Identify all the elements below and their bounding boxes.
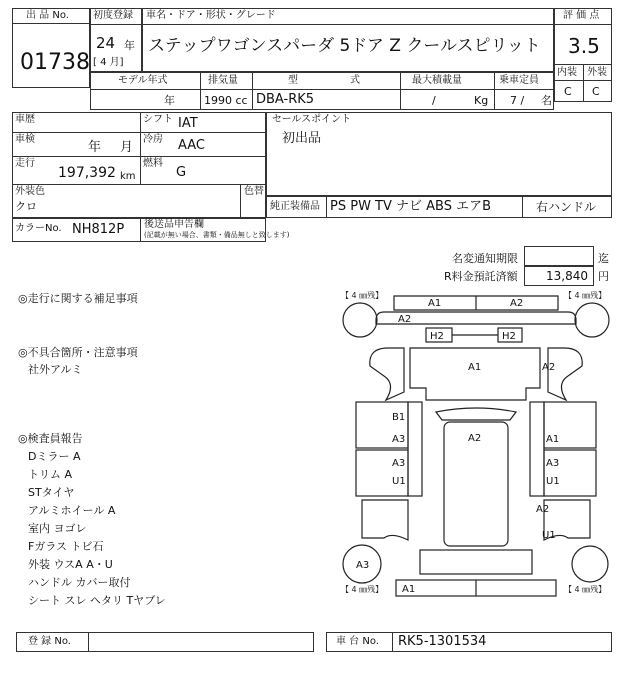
- right-front-fender: [548, 348, 582, 400]
- tire-tag-rear-right: 【 4 ㎜残】: [564, 585, 607, 594]
- model-year-unit: 年: [164, 94, 175, 107]
- max-load-label: 最大積載量: [412, 75, 462, 86]
- interior-grade: C: [564, 85, 572, 98]
- shift-label: シフト: [143, 114, 173, 125]
- mark-right-rear-door-1: A3: [546, 458, 560, 469]
- rule: [252, 72, 253, 110]
- exterior-label: 外装: [587, 67, 607, 78]
- rule: [522, 196, 523, 218]
- chassis-number: RK5-1301534: [398, 634, 487, 649]
- mark-right-rear-door-2: U1: [546, 476, 560, 487]
- repaint-label: 色替: [244, 186, 264, 197]
- sales-point-label: セールスポイント: [272, 114, 352, 125]
- tire-tag-front-left: 【 4 ㎜残】: [341, 291, 384, 300]
- ac-label: 冷房: [143, 134, 163, 145]
- inspector-line: STタイヤ: [28, 486, 75, 499]
- mark-left-front-door-2: A3: [392, 434, 406, 445]
- mark-right-quarter-1: A2: [536, 504, 550, 515]
- inspector-line: 室内 ヨゴレ: [28, 522, 87, 535]
- type-label-left: 型: [288, 75, 298, 86]
- registration-number-label: 登 録 No.: [28, 636, 71, 647]
- model-year-label: モデル年式: [118, 75, 168, 86]
- displacement-label: 排気量: [208, 75, 238, 86]
- mark-hood: A1: [468, 362, 482, 373]
- rule: [88, 632, 89, 652]
- equipment-label: 純正装備品: [270, 201, 320, 212]
- inspector-report-list: [28, 448, 166, 610]
- mark-front-panel: A2: [398, 314, 412, 325]
- inspector-line: Dミラー A: [28, 450, 81, 463]
- rule: [140, 218, 141, 242]
- after-report-note: (記載が無い場合、書類・備品無しと致します): [144, 231, 290, 239]
- wheel-rear-right: [572, 546, 608, 582]
- inspector-line: Fガラス トビ石: [28, 540, 104, 553]
- lot-number-label: 出 品 No.: [26, 10, 69, 21]
- left-rear-door: [356, 450, 408, 496]
- wheel-front-right: [575, 303, 609, 337]
- defects-title: ◎不具合箇所・注意事項: [18, 346, 138, 359]
- capacity-label: 乗車定員: [499, 75, 539, 86]
- mark-front-bumper-left: A1: [428, 298, 442, 309]
- rule: [12, 184, 266, 185]
- name-change-label: 名変通知期限: [452, 252, 518, 265]
- rule: [326, 196, 327, 218]
- inspector-line: 外装 ウスA A・U: [28, 558, 113, 571]
- inspection-month: 月: [120, 140, 134, 155]
- car-damage-diagram: [340, 288, 612, 600]
- inspection-year: 年: [88, 140, 102, 155]
- driving-notes-title: ◎走行に関する補足事項: [18, 292, 138, 305]
- rule: [200, 72, 201, 110]
- mileage-unit: km: [120, 171, 136, 182]
- color-number-label: カラーNo.: [15, 223, 62, 234]
- interior-label: 内装: [557, 67, 577, 78]
- hood: [410, 348, 540, 400]
- mark-headlight-left: H2: [430, 331, 444, 342]
- inspector-line: トリム A: [28, 468, 73, 481]
- displacement-value: 1990 cc: [204, 94, 248, 107]
- tire-tag-rear-left: 【 4 ㎜残】: [341, 585, 384, 594]
- fuel-value: G: [176, 165, 187, 180]
- right-pillar: [530, 402, 544, 496]
- exterior-color-label: 外装色: [15, 186, 45, 197]
- name-change-unit: 迄: [598, 252, 609, 265]
- inspector-line: シート スレ ヘタリ Tヤブレ: [28, 594, 166, 607]
- handle-value: 右ハンドル: [536, 200, 597, 214]
- max-load-value: /: [432, 94, 436, 107]
- rule: [583, 64, 584, 102]
- car-name: ステップワゴンスパーダ 5ドア Z クールスピリット: [148, 36, 541, 56]
- mileage-value: 197,392: [58, 165, 116, 181]
- lot-number: 01738: [20, 50, 90, 75]
- inspector-line: アルミホイール A: [28, 504, 116, 517]
- inspector-report-title: ◎検査員報告: [18, 432, 83, 445]
- type-label-right: 式: [350, 75, 360, 86]
- windshield: [436, 408, 516, 420]
- rear-gate: [420, 550, 532, 574]
- defects-line: 社外アルミ: [28, 363, 83, 376]
- model-code: DBA-RK5: [256, 92, 315, 107]
- mileage-label: 走行: [15, 158, 35, 169]
- color-number-value: NH812P: [72, 222, 125, 237]
- rule: [12, 132, 266, 133]
- car-name-label: 車名・ドア・形状・グレード: [146, 10, 276, 21]
- mark-front-bumper-right: A2: [510, 298, 524, 309]
- max-load-unit: Kg: [474, 94, 489, 107]
- mark-right-quarter-2: U1: [542, 530, 556, 541]
- rule: [554, 80, 612, 81]
- inspector-line: ハンドル カバー取付: [28, 576, 131, 589]
- shift-value: IAT: [178, 116, 198, 131]
- overall-rating: 3.5: [568, 34, 600, 58]
- rating-label: 評 価 点: [563, 10, 600, 21]
- mark-left-rear-wheel: A3: [356, 560, 370, 571]
- left-quarter: [362, 500, 408, 540]
- inspection-label: 車検: [15, 134, 35, 145]
- fuel-label: 燃料: [143, 158, 163, 169]
- rule: [554, 24, 612, 25]
- capacity-value: 7 /: [510, 94, 525, 107]
- recycle-label: R料金預託済額: [444, 270, 518, 283]
- exterior-color-value: クロ: [15, 200, 37, 213]
- mark-right-front-door: A1: [546, 434, 560, 445]
- mark-headlight-right: H2: [502, 331, 516, 342]
- left-front-fender: [370, 348, 404, 400]
- mark-left-front-door-1: B1: [392, 412, 406, 423]
- rule: [240, 184, 241, 218]
- name-change-box: [524, 246, 594, 266]
- details-grid: [12, 112, 266, 218]
- registration-year-unit: 年: [124, 39, 135, 52]
- mark-left-rear-door-1: A3: [392, 458, 406, 469]
- registration-year: 24: [96, 34, 116, 52]
- recycle-amount: 13,840: [546, 269, 588, 283]
- registration-month: [ 4 月]: [93, 57, 124, 68]
- left-pillar: [408, 402, 422, 496]
- sales-point-value: 初出品: [282, 131, 322, 146]
- mark-left-rear-door-2: U1: [392, 476, 406, 487]
- first-registration-label: 初度登録: [93, 10, 133, 21]
- tire-tag-front-right: 【 4 ㎜残】: [564, 291, 607, 300]
- wheel-front-left: [343, 303, 377, 337]
- rule: [494, 72, 495, 110]
- capacity-unit: 名: [541, 94, 552, 107]
- rule: [90, 89, 554, 90]
- after-report-label: 後送品申告欄: [144, 219, 204, 230]
- mark-roof: A2: [468, 433, 482, 444]
- right-rear-door: [544, 450, 596, 496]
- rule: [12, 156, 266, 157]
- rule: [392, 632, 393, 652]
- history-label: 車歴: [15, 114, 35, 125]
- rule: [400, 72, 401, 110]
- recycle-unit: 円: [598, 270, 609, 283]
- exterior-grade: C: [592, 85, 600, 98]
- mark-rear-bumper-left: A1: [402, 584, 416, 595]
- ac-value: AAC: [178, 138, 205, 153]
- equipment-value: PS PW TV ナビ ABS エアB: [330, 199, 492, 214]
- mark-right-fender: A2: [542, 362, 556, 373]
- chassis-number-label: 車 台 No.: [336, 636, 379, 647]
- rule: [140, 112, 141, 184]
